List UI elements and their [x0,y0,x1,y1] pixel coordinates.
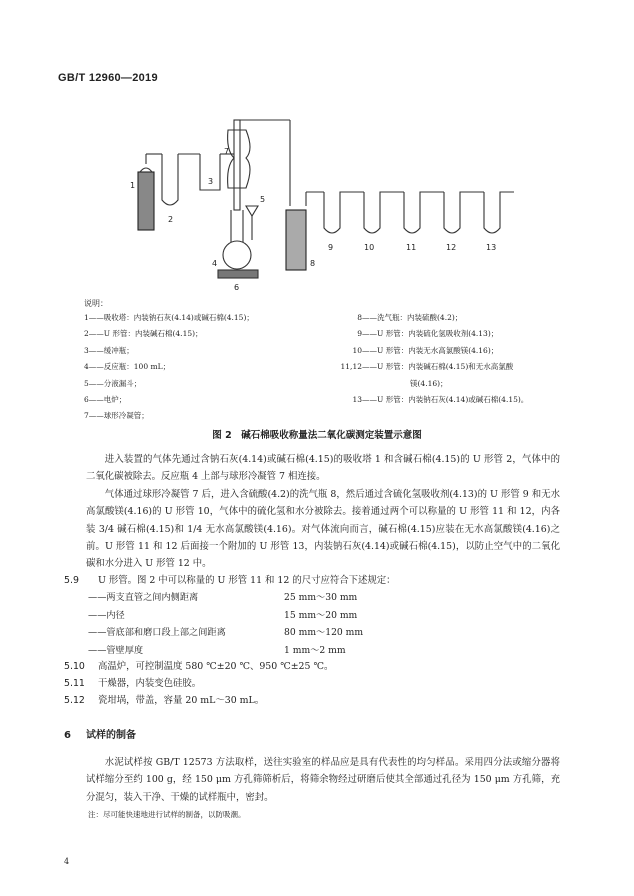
u-tube-9 [324,192,364,233]
reaction-flask [223,241,251,269]
figure-caption: 图 2 碱石棉吸收称量法二氧化碳测定装置示意图 [212,430,422,441]
u-tube-11 [404,192,444,233]
label-11: 11 [406,243,417,252]
label-1: 1 [130,181,136,190]
paragraph-1: 进入装置的气体先通过含钠石灰(4.14)或碱石棉(4.15)的吸收塔 1 和含碱石棉(4.15)的 U 形管 2，气体中的二氧化碳被除去。反应瓶 4 上部与球形冷凝管 7 相连接。 [86,454,560,483]
page-number: 4 [64,857,70,866]
label-12: 12 [446,243,457,252]
u-tube-13 [484,192,514,233]
wash-bottle [286,210,306,270]
label-13: 13 [486,243,497,252]
clause-5-9: 5.9 U 形管。图 2 中可以称量的 U 形管 11 和 12 的尺寸应符合下述规定： [64,575,396,586]
u-tube-12 [444,192,484,233]
label-10: 10 [364,243,375,252]
paragraph-2: 气体通过球形冷凝管 7 后，进入含硫酸(4.2)的洗气瓶 8，然后通过含硫化氢吸收剂(4.13)的 U 形管 9 和无水高氯酸镁(4.16)的 U 形管 10，气体中的硫化氢和水分被除去。接着通过两个可以称量的 U 形管 11 和 12，内各装 3/4 碱石棉(4.15)和 1/4 无水高氯酸镁(4.16)。对气体流向而言，碱石棉(4.15)应装在无水高氯酸镁(4.16)之前。U 形管 11 和 12 后面接一个附加的 U 形管 13，内装钠石灰(4.14)或碱石棉(4.15)，以防止空气中的二氧化碳和水分进入 U 形管 12 中。 [86,489,560,570]
label-9: 9 [328,243,334,252]
ball-condenser [228,130,250,188]
label-4: 4 [212,259,218,268]
label-2: 2 [168,215,174,224]
legend-right: 8——洗气瓶：内装硫酸(4.2)； 9——U 形管：内装硫化氢吸收剂(4.13)； 10——U 形管：内装无水高氯酸镁(4.16)； 11,12——U 形管：内装碱石棉(4.15)和无水高氯酸 镁(4.16)； 13——U 形管：内装钠石灰(4.14)或碱石棉(4.15)。 [340,313,529,405]
u-tube-2 [162,154,178,205]
clause-5-12: 5.12 瓷坩埚，带盖，容量 20 mL～30 mL。 [64,695,265,706]
label-5: 5 [260,195,266,204]
label-6: 6 [234,283,240,292]
legend-title: 说明： [84,299,108,308]
paragraph-3: 水泥试样按 GB/T 12573 方法取样，送往实验室的样品应是具有代表性的均匀样品。采用四分法或缩分器将试样缩分至约 100 g，经 150 μm 方孔筛筛析后，将筛余物经过研磨后使其全部通过孔径为 150 μm 方孔筛，充分混匀，装入干净、干燥的试样瓶中，密封。 [86,757,560,803]
section-6-heading: 6 试样的制备 [64,730,136,741]
clause-5-11: 5.11 干燥器，内装变色硅胶。 [64,678,202,689]
u-tube-10 [364,192,404,233]
label-3: 3 [208,177,214,186]
note: 注：尽可能快速地进行试样的制备，以防吸潮。 [88,810,246,819]
dimension-list: ——两支直管之间内侧距离 25 mm～30 mm ——内径 15 mm～20 mm ——管底部和磨口段上部之间距离 80 mm～120 mm ——管壁厚度 1 mm～2 mm [88,592,364,656]
standard-number: GB/T 12960—2019 [58,72,158,84]
electric-heater [218,270,258,278]
legend-left: 1——吸收塔：内装钠石灰(4.14)或碱石棉(4.15)； 2——U 形管：内装碱石棉(4.15)； 3——缓冲瓶； 4——反应瓶：100 mL； 5——分液漏斗； 6——电炉； 7——球形冷凝管； [84,313,254,421]
apparatus-diagram [100,110,520,296]
label-8: 8 [310,259,316,268]
absorption-tower [138,172,154,230]
clause-5-10: 5.10 高温炉，可控制温度 580 ℃±20 ℃、950 ℃±25 ℃。 [64,661,334,672]
label-7: 7 [224,147,230,156]
separatory-funnel [246,206,258,216]
